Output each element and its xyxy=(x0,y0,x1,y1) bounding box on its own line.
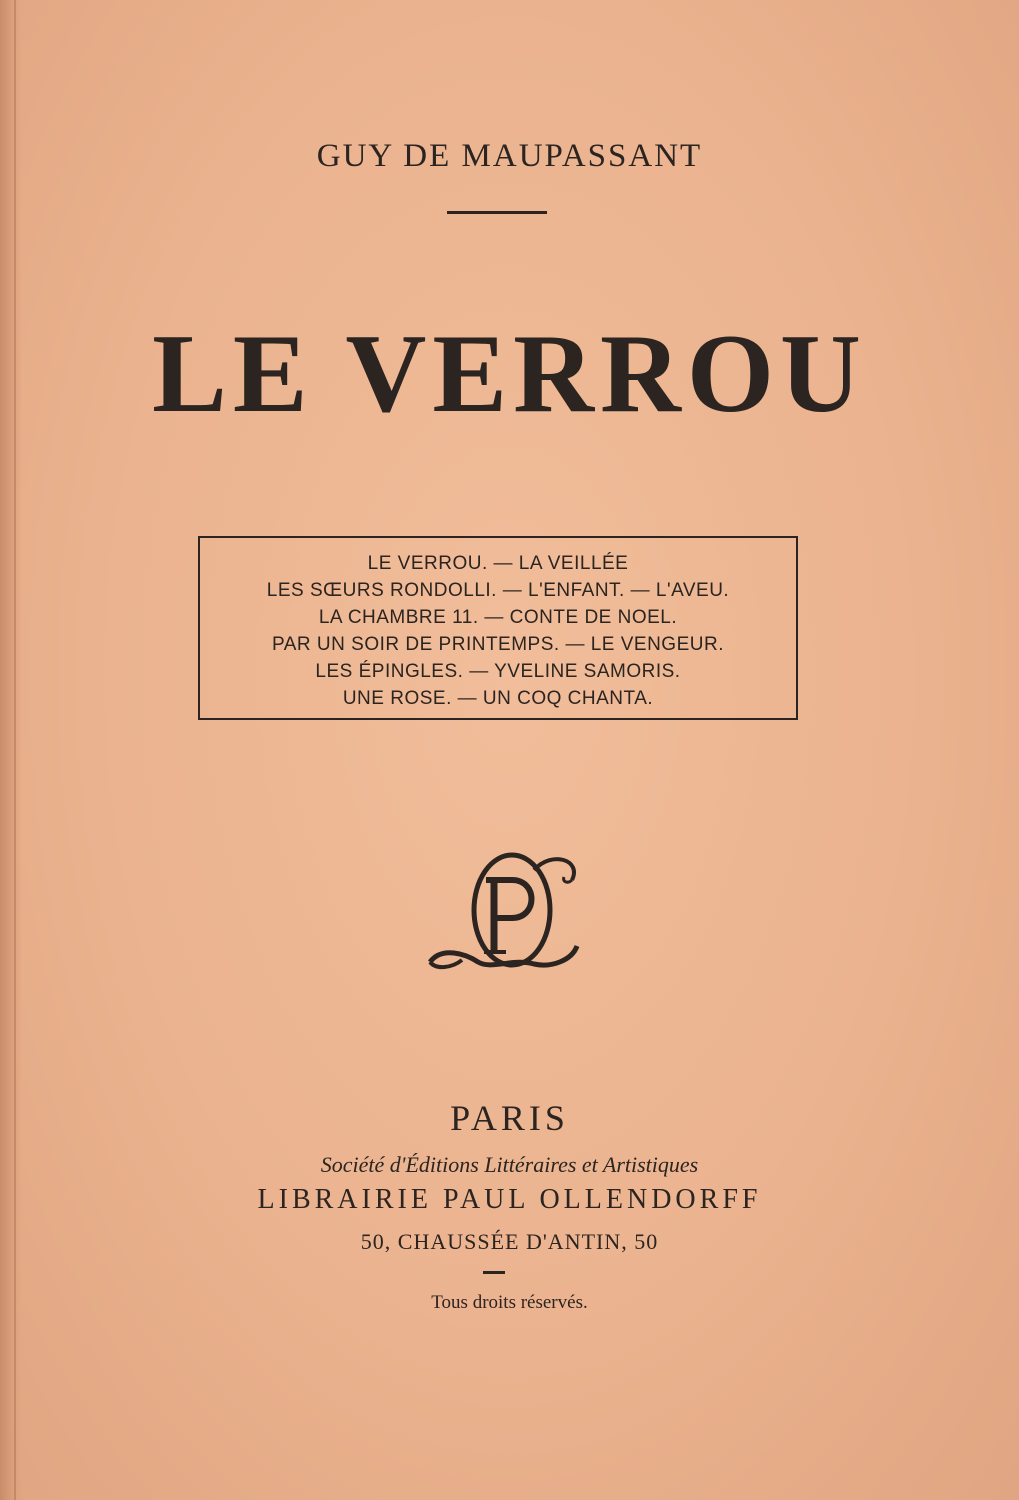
contents-line: LES ÉPINGLES. — YVELINE SAMORIS. xyxy=(315,661,681,682)
imprint-dash xyxy=(483,1271,505,1274)
book-title: LE VERROU xyxy=(152,312,867,436)
rights-notice: Tous droits réservés. xyxy=(431,1292,588,1313)
imprint-address: 50, CHAUSSÉE D'ANTIN, 50 xyxy=(360,1229,659,1254)
book-spine-shadow xyxy=(0,0,22,1500)
imprint-publisher: LIBRAIRIE PAUL OLLENDORFF xyxy=(257,1184,762,1215)
author-name: GUY DE MAUPASSANT xyxy=(316,138,703,174)
contents-line: LES SŒURS RONDOLLI. — L'ENFANT. — L'AVEU. xyxy=(266,580,730,601)
publisher-monogram-icon xyxy=(422,850,592,980)
author-rule xyxy=(447,211,547,214)
contents-box xyxy=(198,536,798,720)
contents-line: LE VERROU. — LA VEILLÉE xyxy=(367,553,629,574)
contents-line: UNE ROSE. — UN COQ CHANTA. xyxy=(342,688,654,709)
binding-line xyxy=(14,0,16,1500)
contents-line: LA CHAMBRE 11. — CONTE DE NOEL. xyxy=(318,607,678,628)
contents-line: PAR UN SOIR DE PRINTEMPS. — LE VENGEUR. xyxy=(271,634,724,655)
imprint-city: PARIS xyxy=(450,1098,569,1138)
imprint-society: Société d'Éditions Littéraires et Artistiques xyxy=(320,1152,699,1177)
